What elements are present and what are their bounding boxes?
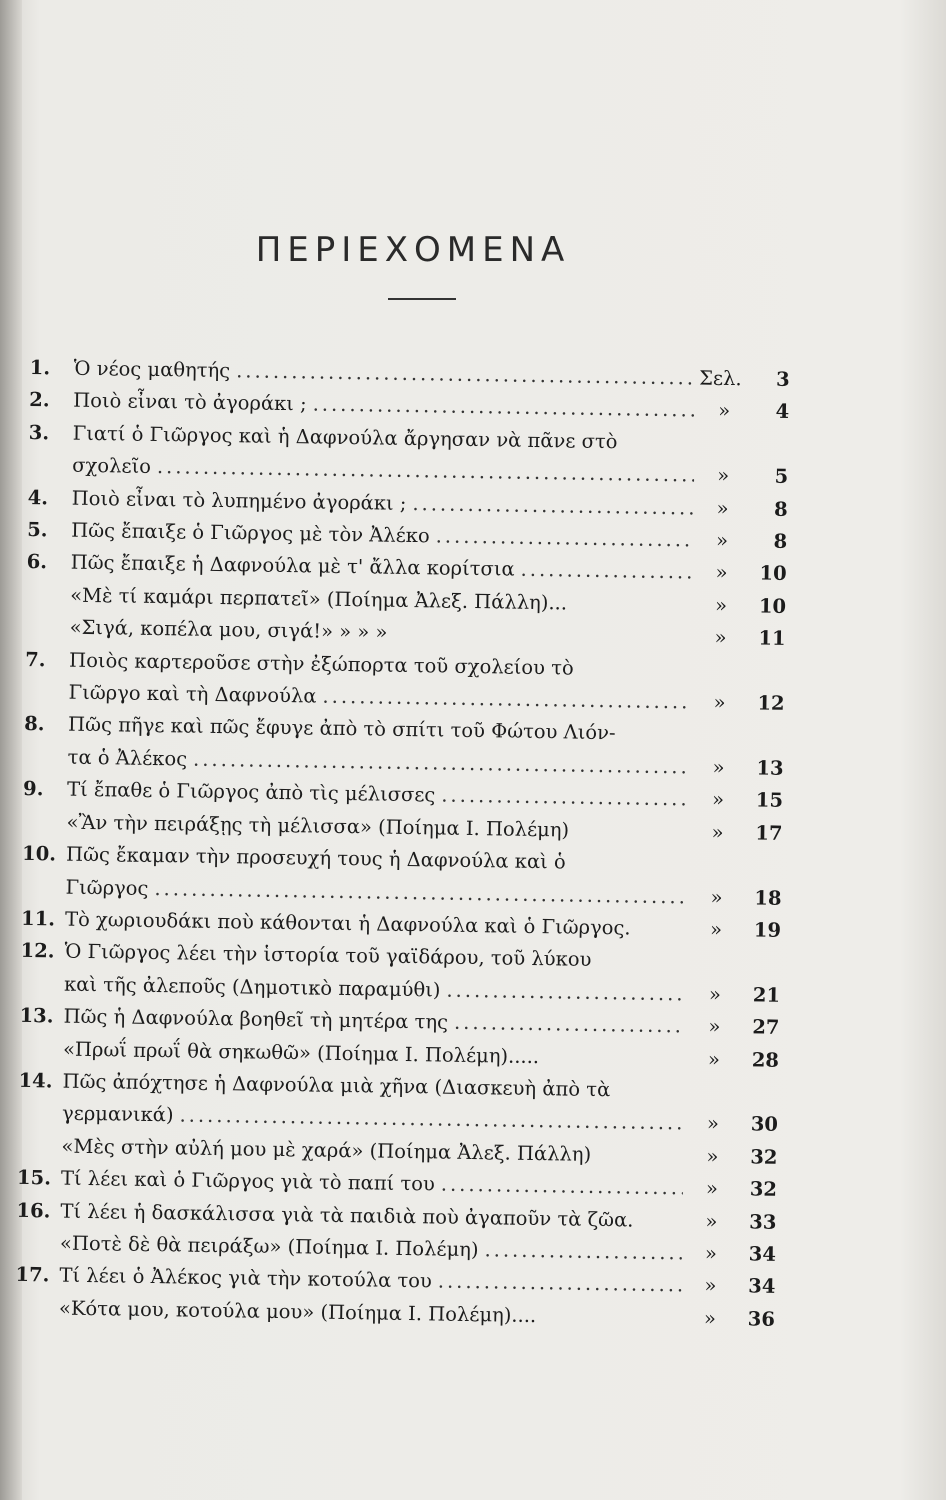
toc-entry xyxy=(28,417,789,494)
toc-entry-number: 14. xyxy=(18,1068,53,1093)
toc-entry-title: τα ὁ Ἀλέκος xyxy=(67,745,188,771)
toc-entry-title: «Πρωΐ πρωΐ θὰ σηκωθῶ» (Ποίημα Ι. Πολέμη)..... xyxy=(62,1037,540,1068)
toc-entry-number: 17. xyxy=(15,1263,50,1287)
toc-entry-title: «Μὲς στὴν αὐλή μου μὲ χαρά» (Ποίημα Ἀλεξ. Πάλλη) xyxy=(61,1134,592,1166)
toc-entry-number xyxy=(17,1152,61,1153)
toc-entry-number: 16. xyxy=(16,1198,51,1222)
toc-page-number: 19 xyxy=(753,918,782,942)
toc-page-number: 8 xyxy=(773,529,788,553)
toc-entry-title: Τί λέει ἡ δασκάλισσα γιὰ τὰ παιδιὰ ποὺ ἀγαποῦν τὰ ζῶα. xyxy=(60,1199,634,1232)
toc-leader-dots xyxy=(520,554,692,589)
toc-entry-title: Τί λέει καὶ ὁ Γιῶργος γιὰ τὸ παπί του xyxy=(60,1166,436,1196)
toc-page-prefix: » xyxy=(711,820,724,844)
toc-entry-number xyxy=(23,828,67,829)
toc-entry-number: 15. xyxy=(16,1166,52,1190)
toc-entry-number: 7. xyxy=(24,647,46,671)
toc-entry xyxy=(23,708,784,785)
toc-page-prefix: » xyxy=(710,885,723,909)
toc-leader-dots xyxy=(412,488,694,525)
toc-entry-number: 8. xyxy=(23,712,45,736)
table-of-contents xyxy=(15,352,790,1336)
toc-page-number: 18 xyxy=(754,885,782,910)
toc-page-prefix: » xyxy=(718,399,731,423)
toc-indent xyxy=(18,1119,62,1120)
toc-leader-dots xyxy=(484,1234,682,1270)
toc-page-number: 32 xyxy=(750,1145,778,1169)
toc-gap xyxy=(630,934,692,935)
toc-entry-title: καὶ τῆς ἀλεποῦς (Δημοτικὸ παραμύθι) xyxy=(63,972,441,1002)
toc-indent xyxy=(20,990,64,991)
toc-entry xyxy=(21,838,782,915)
toc-gap xyxy=(387,639,697,644)
toc-page-number: 36 xyxy=(747,1307,776,1331)
toc-page-prefix: » xyxy=(714,626,727,650)
toc-page-number: 27 xyxy=(752,1015,780,1039)
toc-entry-number: 13. xyxy=(19,1004,54,1028)
toc-entry-number: 1. xyxy=(29,355,51,380)
toc-leader-dots xyxy=(441,1169,684,1205)
toc-entry-title: Πῶς πῆγε καὶ πῶς ἔφυγε ἀπὸ τὸ σπίτι τοῦ Φώτου Λιόν- xyxy=(67,713,616,745)
toc-page-number: 8 xyxy=(773,497,788,521)
toc-entry-title: σχολεῖο xyxy=(72,453,152,479)
toc-indent xyxy=(22,892,66,893)
toc-page-prefix: » xyxy=(704,1241,718,1265)
toc-entry-title: Τὸ χωριουδάκι ποὺ κάθονται ἡ Δαφνούλα καὶ ὁ Γιῶργος. xyxy=(64,907,631,940)
toc-entry-number: 12. xyxy=(20,939,55,963)
toc-page-number: 13 xyxy=(756,756,784,780)
toc-page-prefix: » xyxy=(715,561,728,585)
toc-page-number: 32 xyxy=(749,1177,778,1201)
toc-entry-title: Ποιὸ εἶναι τὸ λυπημένο ἀγοράκι ; xyxy=(71,486,407,515)
toc-page-number: 21 xyxy=(752,983,781,1007)
toc-entry-title: Γιῶργο καὶ τὴ Δαφνούλα xyxy=(68,680,317,708)
toc-entry-title: Τί λέει ὁ Ἀλέκος γιὰ τὴν κοτούλα του xyxy=(59,1263,433,1293)
toc-entry-title: «Ποτὲ δὲ θὰ πειράξω» (Ποίημα Ι. Πολέμη) xyxy=(59,1231,479,1262)
toc-page-prefix: » xyxy=(716,464,730,488)
toc-page-number: 33 xyxy=(749,1209,777,1234)
toc-entry xyxy=(24,644,785,721)
toc-page-number: 28 xyxy=(751,1047,780,1072)
toc-page-number: 34 xyxy=(748,1242,777,1266)
toc-entry-number: 6. xyxy=(26,550,48,574)
toc-entry-title: «Σιγά, κοπέλα μου, σιγά!» » » » xyxy=(69,615,388,644)
toc-page-number: 3 xyxy=(775,367,790,391)
toc-entry-number xyxy=(26,601,70,602)
toc-gap xyxy=(536,1322,687,1324)
toc-page-number: 4 xyxy=(775,400,790,424)
toc-gap xyxy=(591,1161,689,1163)
toc-page-number: 12 xyxy=(757,691,785,715)
toc-leader-dots xyxy=(446,974,686,1010)
toc-entry-title: Τί ἔπαθε ὁ Γιῶργος ἀπὸ τὶς μέλισσες xyxy=(66,777,436,807)
toc-entry-title: Πῶς ἡ Δαφνούλα βοηθεῖ τὴ μητέρα της xyxy=(63,1004,449,1034)
toc-leader-dots xyxy=(454,1007,686,1043)
toc-page-prefix: » xyxy=(712,755,725,779)
toc-page-prefix: » xyxy=(703,1306,717,1330)
page-title: ΠΕΡΙΕΧΟΜΕΝΑ xyxy=(255,230,571,270)
title-rule xyxy=(388,298,456,300)
toc-entry-title: Γιατί ὁ Γιῶργος καὶ ἡ Δαφνούλα ἄργησαν νὰ πᾶνε στὸ xyxy=(72,421,618,454)
toc-leader-dots xyxy=(438,1266,682,1302)
toc-page-prefix: » xyxy=(705,1176,719,1201)
toc-entry-number: 10. xyxy=(21,842,57,866)
toc-entry-number: 4. xyxy=(27,485,49,509)
toc-gap xyxy=(569,836,694,838)
toc-page-prefix: » xyxy=(705,1209,718,1233)
toc-page-prefix: » xyxy=(709,917,723,941)
toc-entry-title: Ὁ νέος μαθητής xyxy=(73,356,231,383)
toc-page-prefix: » xyxy=(706,1112,720,1136)
toc-page-number: 15 xyxy=(755,788,784,813)
toc-entry-title: Γιῶργος xyxy=(65,875,149,900)
toc-gap xyxy=(539,1063,691,1065)
toc-entry-title: Ποιὸ εἶναι τὸ ἀγοράκι ; xyxy=(73,389,307,416)
toc-entry-number: 9. xyxy=(22,777,44,801)
toc-page-number: 34 xyxy=(748,1274,776,1299)
toc-page-number: 11 xyxy=(758,626,786,651)
toc-page-number: 10 xyxy=(759,561,787,586)
toc-indent xyxy=(24,763,68,764)
toc-indent xyxy=(25,698,69,699)
toc-entry xyxy=(20,935,781,1012)
toc-leader-dots xyxy=(435,520,693,556)
toc-page-prefix: » xyxy=(706,1144,719,1168)
toc-entry xyxy=(18,1065,779,1142)
toc-page-number: 17 xyxy=(755,821,783,845)
toc-entry-number xyxy=(16,1249,60,1250)
toc-page-prefix: » xyxy=(716,496,729,520)
toc-entry-title: γερμανικά) xyxy=(61,1101,174,1127)
toc-page-prefix: » xyxy=(714,593,728,617)
toc-entry-title: Πῶς ἔκαμαν τὴν προσευχή τους ἡ Δαφνούλα καὶ ὁ xyxy=(65,842,566,874)
toc-entry-number: 2. xyxy=(29,388,50,412)
toc-page-prefix: » xyxy=(711,788,725,812)
toc-leader-dots xyxy=(441,780,689,816)
toc-indent xyxy=(28,471,72,472)
toc-entry-title: Πῶς ἀπόχτησε ἡ Δαφνούλα μιὰ χῆνα (Διασκευὴ ἀπὸ τὰ xyxy=(62,1069,611,1102)
toc-entry-title: Πῶς ἔπαιξε ἡ Δαφνούλα μὲ τ' ἄλλα κορίτσια xyxy=(70,551,515,582)
toc-page-prefix: » xyxy=(707,1047,721,1071)
toc-entry-title: «Κότα μου, κοτούλα μου» (Ποίημα Ι. Πολέμη).... xyxy=(58,1296,537,1327)
toc-page-prefix: » xyxy=(708,1014,721,1039)
toc-gap xyxy=(567,609,698,611)
toc-page-prefix: » xyxy=(708,982,722,1006)
toc-gap xyxy=(633,1226,688,1227)
toc-entry-number xyxy=(26,633,70,634)
toc-page-prefix: Σελ. xyxy=(699,366,742,391)
toc-entry-number xyxy=(19,1054,63,1055)
toc-entry-number: 11. xyxy=(20,906,56,931)
toc-page-number: 30 xyxy=(750,1112,779,1137)
toc-entry-title: Ὁ Γιῶργος λέει τὴν ἱστορία τοῦ γαϊδάρου, τοῦ λύκου xyxy=(64,939,592,972)
toc-page-prefix: » xyxy=(713,690,726,715)
toc-entry-number: 5. xyxy=(27,518,48,542)
toc-entry-title: «Ἂν τὴν πειράξῃς τὴ μέλισσα» (Ποίημα Ι. Πολέμη) xyxy=(66,810,570,842)
toc-entry-number xyxy=(15,1314,59,1315)
toc-page-number: 5 xyxy=(774,464,789,489)
toc-entry-title: Ποιὸς καρτεροῦσε στὴν ἐξώπορτα τοῦ σχολείου τὸ xyxy=(68,648,574,680)
toc-page-prefix: » xyxy=(704,1274,717,1298)
toc-entry-title: «Μὲ τί καμάρι περπατεῖ» (Ποίημα Ἀλεξ. Πάλλη)... xyxy=(70,583,568,615)
toc-entry-number: 3. xyxy=(28,420,50,445)
toc-page-number: 10 xyxy=(758,594,787,618)
toc-page-prefix: » xyxy=(715,528,729,553)
toc-entry-title: Πῶς ἔπαιξε ὁ Γιῶργος μὲ τὸν Ἀλέκο xyxy=(71,518,430,548)
